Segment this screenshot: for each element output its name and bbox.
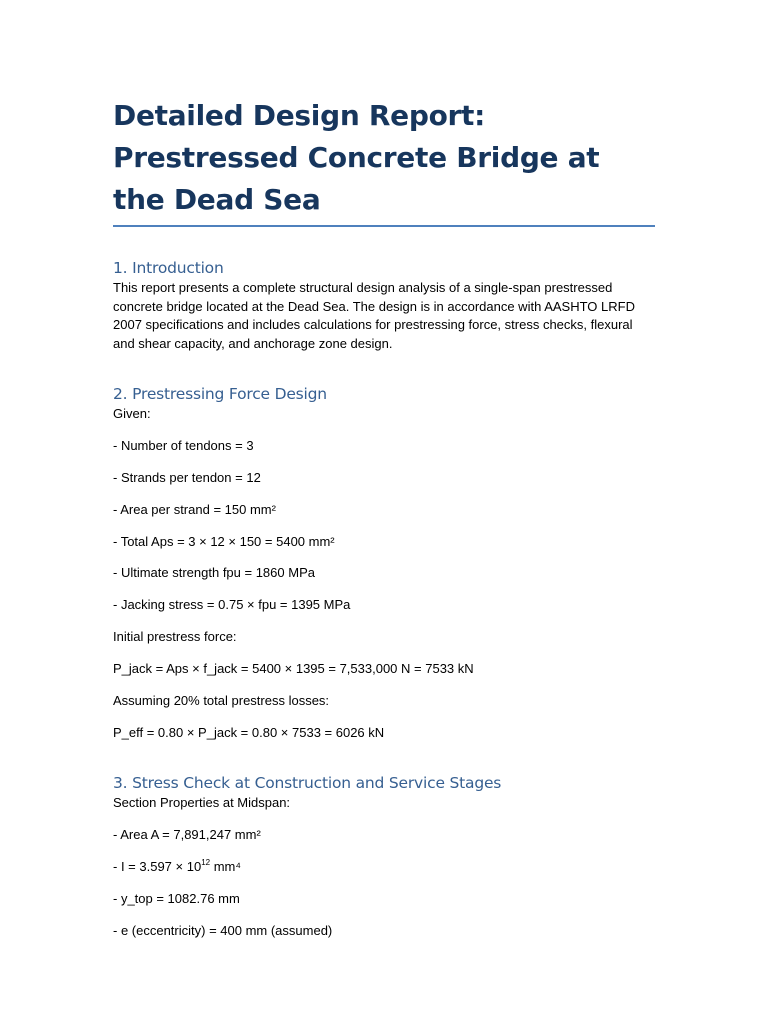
p-jack-equation: P_jack = Aps × f_jack = 5400 × 1395 = 7,533,000 N = 7533 kN (113, 661, 474, 677)
list-item-eccentricity: - e (eccentricity) = 400 mm (assumed) (113, 922, 333, 938)
section-heading-stress-check: 3. Stress Check at Construction and Service Stages (113, 774, 502, 793)
list-item-y-top: - y_top = 1082.76 mm (113, 891, 240, 907)
document-title: Detailed Design Report: Prestressed Concrete Bridge at the Dead Sea (113, 99, 600, 216)
initial-force-label: Initial prestress force: (113, 629, 237, 645)
inertia-prefix: - I = 3.597 × 10 (113, 859, 202, 875)
list-item-jacking-stress: - Jacking stress = 0.75 × fpu = 1395 MPa (113, 597, 351, 613)
list-item-area: - Area A = 7,891,247 mm² (113, 827, 261, 843)
list-item-fpu: - Ultimate strength fpu = 1860 MPa (113, 565, 315, 581)
inertia-exponent: 12 (201, 857, 211, 867)
list-item-strand-area: - Area per strand = 150 mm² (113, 501, 276, 517)
document-page (113, 95, 655, 940)
given-label: Given: (113, 406, 151, 421)
losses-label: Assuming 20% total prestress losses: (113, 693, 330, 709)
section-properties-label: Section Properties at Midspan: (113, 795, 291, 811)
p-eff-equation: P_eff = 0.80 × P_jack = 0.80 × 7533 = 6026 kN (113, 724, 385, 740)
introduction-paragraph: This report presents a complete structural design analysis of a single-span prestressed concrete bridge located at the Dead Sea. The design is in accordance with AASHTO LRFD 2007 specifications and includes calculations for prestressing force, stress checks, flexural and shear capacity, and anchorage zone design. (113, 280, 635, 351)
section-heading-introduction: 1. Introduction (113, 259, 224, 277)
inertia-suffix: mm⁴ (210, 859, 241, 875)
list-item-total-aps: - Total Aps = 3 × 12 × 150 = 5400 mm² (113, 533, 335, 549)
list-item-inertia (113, 858, 655, 877)
section-heading-prestressing-force: 2. Prestressing Force Design (113, 385, 327, 403)
list-item-tendons: - Number of tendons = 3 (113, 437, 254, 453)
list-item-strands: - Strands per tendon = 12 (113, 469, 261, 485)
title-underline (113, 225, 655, 227)
